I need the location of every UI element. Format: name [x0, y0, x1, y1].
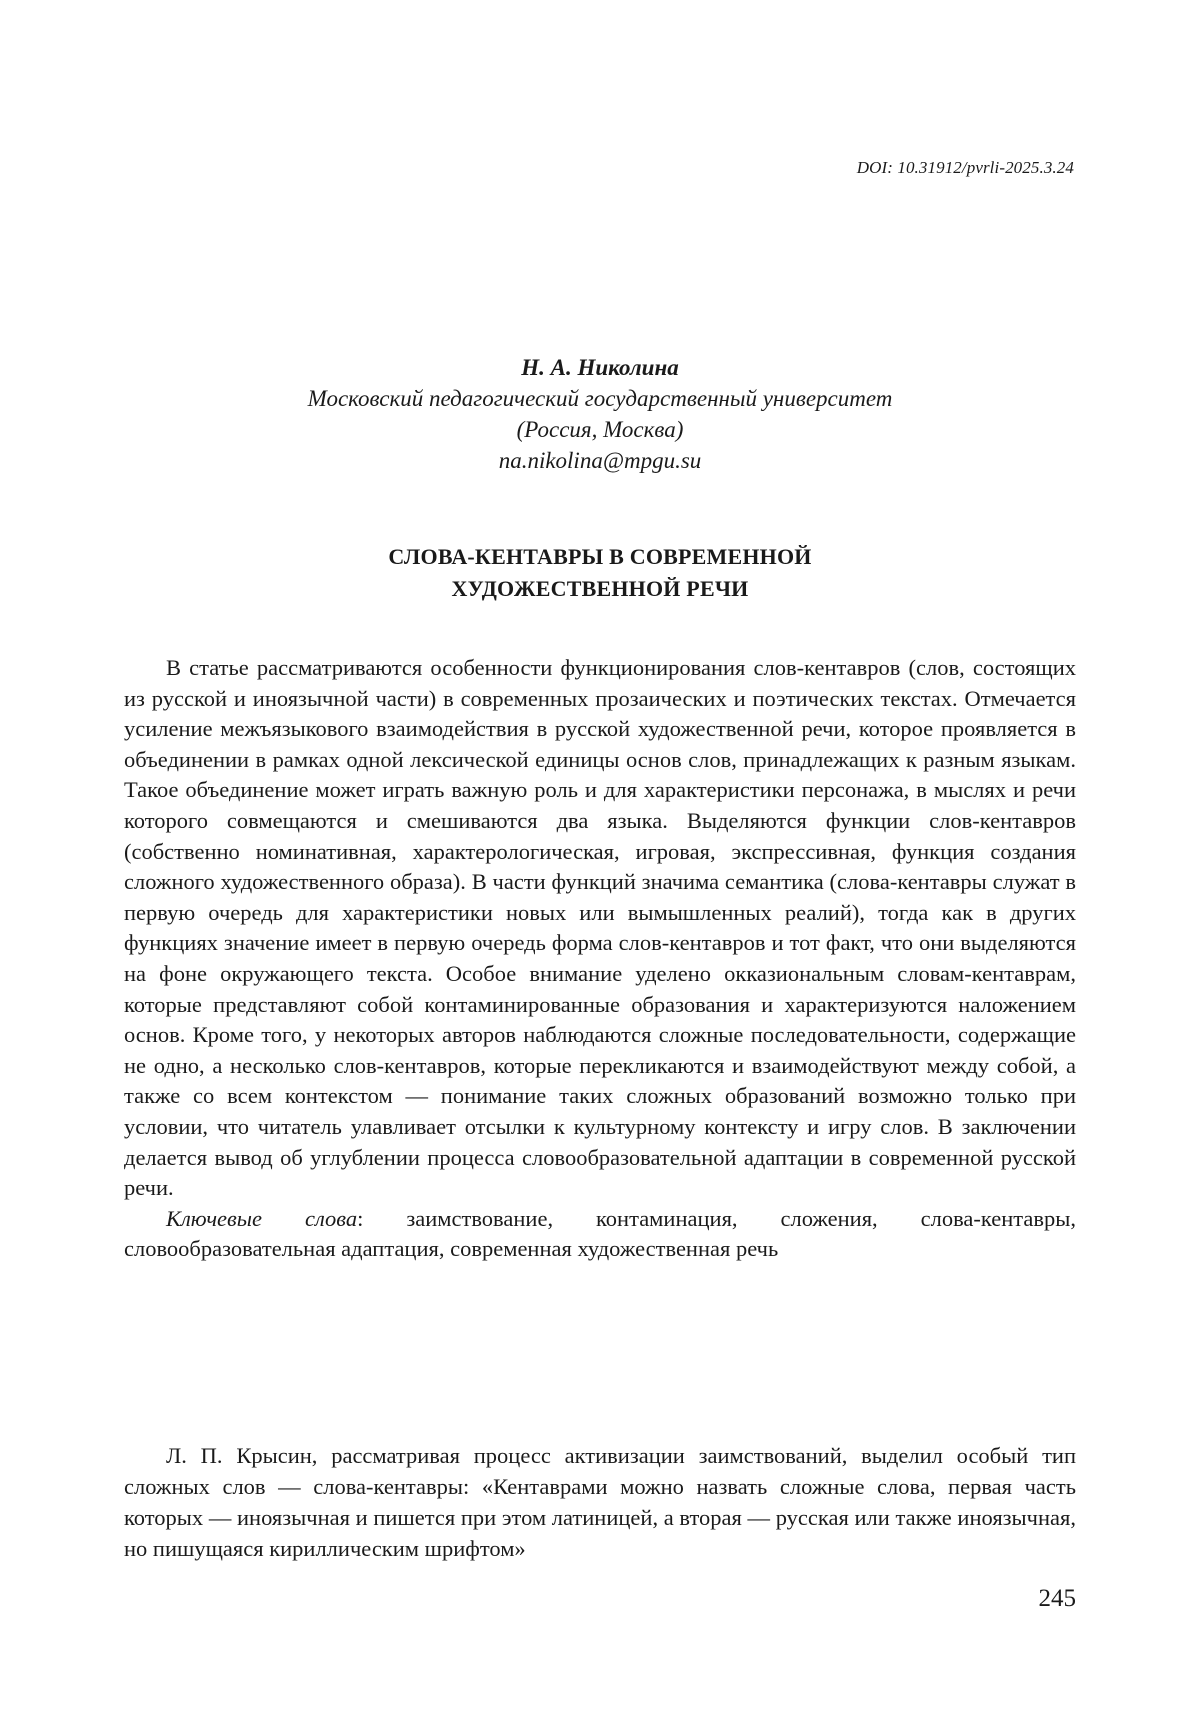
page-number: 245: [1038, 1585, 1076, 1612]
doi-identifier: DOI: 10.31912/pvrli-2025.3.24: [856, 158, 1074, 177]
keywords-list: : заимствование, контаминация, сложения, слова-кентавры, словообразовательная адаптация, современная художественная речь: [124, 1205, 1076, 1262]
body-paragraph: Л. П. Крысин, рассматривая процесс активизации заимствований, выделил особый тип сложных слов — слова-кентавры: «Кентаврами можно назвать сложные слова, первая часть которых — иноязычная и пишется при этом латиницей, а вторая — русская или также иноязычная, но пишущаяся кириллическим шрифтом»: [124, 1443, 1076, 1561]
abstract: [124, 653, 1076, 1265]
author-affiliation: Московский педагогический государственный университет: [307, 386, 893, 411]
body-text: [124, 1440, 1076, 1564]
author-location: (Россия, Москва): [516, 417, 684, 442]
article-title-line-1: СЛОВА-КЕНТАВРЫ В СОВРЕМЕННОЙ: [388, 544, 812, 569]
author-name: Н. А. Николина: [521, 355, 679, 380]
keywords: [124, 1204, 1076, 1265]
author-email: na.nikolina@mpgu.su: [498, 448, 702, 473]
abstract-text: В статье рассматриваются особенности функционирования слов-кентавров (слов, состоящих из русской и иноязычной части) в современных прозаических и поэтических текстах. Отмечается усиление межъязыкового взаимодействия в русской художественной речи, которое проявляется в объединении в рамках одной лексической единицы основ слов, принадлежащих к разным языкам. Такое объединение может играть важную роль и для характеристики персонажа, в мыслях и речи которого совмещаются и смешиваются два языка. Выделяются функции слов-кентавров (собственно номинативная, характерологическая, игровая, экспрессивная, функция создания сложного художественного образа). В части функций значима семантика (слова-кентавры служат в первую очередь для характеристики новых или вымышленных реалий), тогда как в других функциях значение имеет в первую очередь форма слов-кентавров и тот факт, что они выделяются на фоне окружающего текста. Особое внимание уделено окказиональным словам-кентаврам, которые представляют собой контаминированные образования и характеризуются наложением основ. Кроме того, у некоторых авторов наблюдаются сложные последовательности, содержащие не одно, а несколько слов-кентавров, которые перекликаются и взаимодействуют между собой, а также со всем контекстом — понимание таких сложных образований возможно только при условии, что читатель улавливает отсылки к культурному контексту и игру слов. В заключении делается вывод об углублении процесса словообразовательной адаптации в современной русской речи.: [124, 655, 1076, 1201]
keywords-label: Ключевые слова: [166, 1205, 358, 1231]
article-title-line-2: ХУДОЖЕСТВЕННОЙ РЕЧИ: [451, 576, 749, 601]
author-block: [0, 352, 1200, 476]
article-title: [0, 541, 1200, 605]
